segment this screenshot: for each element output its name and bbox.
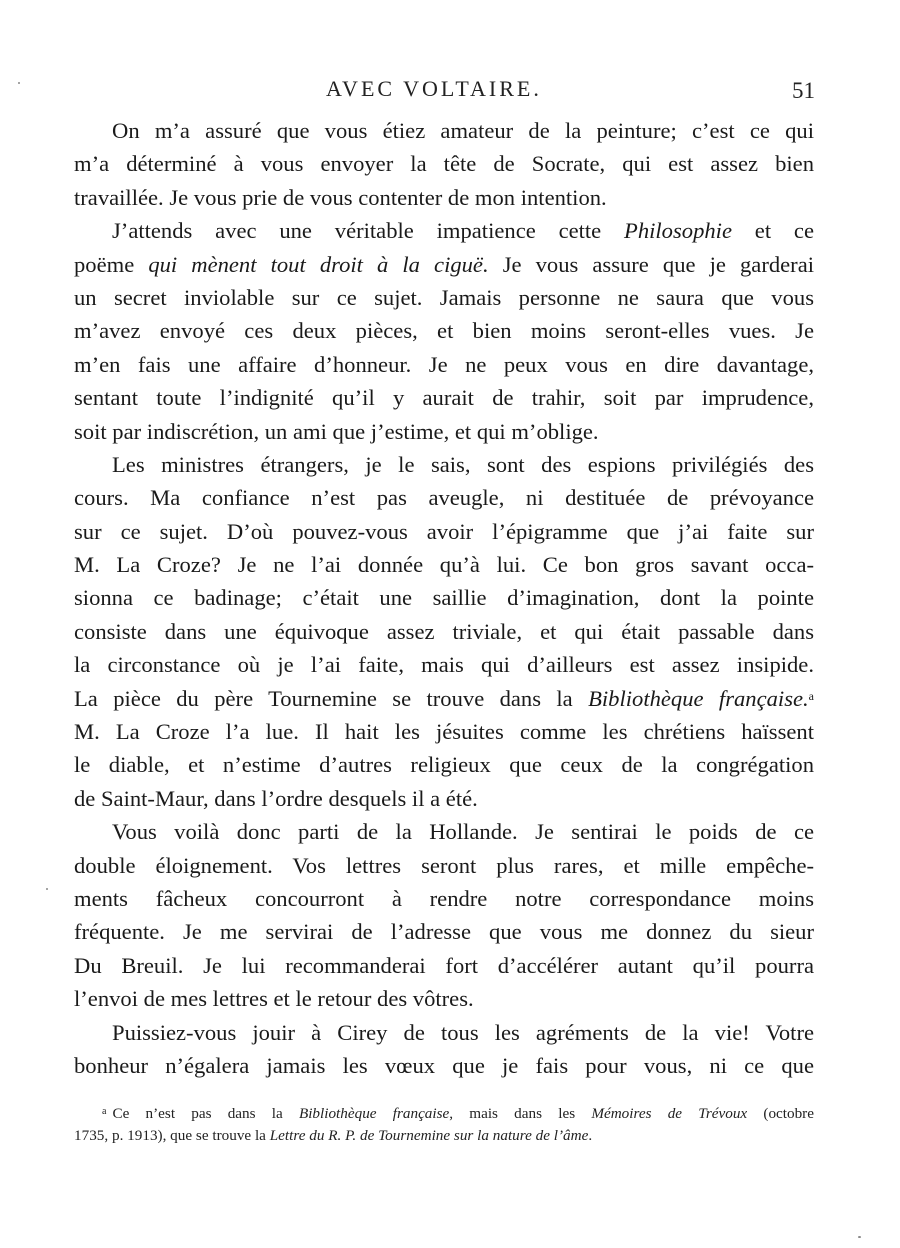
paper-speck: [18, 82, 20, 84]
paper-speck: [46, 888, 48, 890]
text-line: double éloignement. Vos lettres seront plus rares, et mille empêche-: [74, 852, 814, 878]
text-run: .: [588, 1127, 593, 1144]
text-run: Je vous assure que je garderai: [488, 251, 814, 277]
text-line: sur ce sujet. D’où pouvez-vous avoir l’épigramme que j’ai faite sur: [74, 518, 814, 544]
italic-title: Bibliothèque française: [298, 1105, 450, 1122]
text-line: l’envoi de mes lettres et le retour des vôtres.: [74, 986, 474, 1012]
footnote-line: [74, 1124, 814, 1148]
text-line: Puissiez-vous jouir à Cirey de tous les agréments de la vie! Votre: [112, 1019, 814, 1045]
italic-quote: qui mènent tout droit à la ciguë.: [148, 251, 489, 277]
running-head: [0, 76, 900, 106]
running-title: AVEC VOLTAIRE.: [326, 76, 542, 101]
text-line: de Saint-Maur, dans l’ordre desquels il a été.: [74, 785, 478, 811]
italic-title: Mémoires de Trévoux: [591, 1105, 748, 1122]
text-line: m’en fais une affaire d’honneur. Je ne peux vous en dire davantage,: [74, 351, 814, 377]
text-line: M. La Croze l’a lue. Il hait les jésuites comme les chrétiens haïssent: [74, 719, 814, 745]
text-run: La pièce du père Tournemine se trouve dans la: [74, 685, 589, 711]
text-line: consiste dans une équivoque assez triviale, et qui était passable dans: [74, 618, 814, 644]
footnote-line: [74, 1100, 814, 1124]
text-line: sentant toute l’indignité qu’il y aurait de trahir, soit par imprudence,: [74, 385, 814, 411]
text-line: Du Breuil. Je lui recommanderai fort d’accélérer autant qu’il pourra: [74, 952, 814, 978]
text-line: Vous voilà donc parti de la Hollande. Je sentirai le poids de ce: [112, 819, 814, 845]
text-line: On m’a assuré que vous étiez amateur de la peinture; c’est ce qui: [112, 118, 814, 143]
italic-title: Philosophie: [624, 218, 732, 244]
text-line: bonheur n’égalera jamais les vœux que je fais pour vous, ni ce que: [74, 1052, 814, 1078]
text-line: le diable, et n’estime d’autres religieux que ceux de la congrégation: [74, 752, 814, 778]
text-line: sionna ce badinage; c’était une saillie d’imagination, dont la pointe: [74, 585, 814, 611]
paper-speck: [858, 1236, 861, 1238]
footnote-reference: a: [808, 688, 814, 703]
footnote-marker: a: [102, 1106, 107, 1117]
text-line: un secret inviolable sur ce sujet. Jamais personne ne saura que vous: [74, 284, 814, 310]
text-run: et ce: [731, 218, 814, 244]
text-line: [74, 248, 814, 281]
text-line: [74, 682, 814, 715]
italic-title: Bibliothèque française.: [588, 685, 809, 711]
text-line: travaillée. Je vous prie de vous contenter de mon intention.: [74, 184, 607, 210]
page-number: 51: [792, 78, 815, 103]
text-line: soit par indiscrétion, un ami que j’estime, et qui m’oblige.: [74, 418, 599, 444]
text-run: Ce n’est pas dans la: [112, 1105, 299, 1122]
text-line: m’avez envoyé ces deux pièces, et bien moins seront-elles vues. Je: [74, 318, 814, 344]
text-line: M. La Croze? Je ne l’ai donnée qu’à lui. Ce bon gros savant occa-: [74, 552, 814, 578]
text-line: la circonstance où je l’ai faite, mais qui d’ailleurs est assez insipide.: [74, 652, 814, 678]
text-line: [74, 214, 814, 247]
text-run: J’attends avec une véritable impatience cette: [112, 218, 625, 244]
text-run: 1735, p. 1913), que se trouve la: [74, 1127, 270, 1144]
footnote: [74, 1100, 814, 1148]
text-line: ments fâcheux concourront à rendre notre correspondance moins: [74, 885, 814, 911]
text-line: cours. Ma confiance n’est pas aveugle, ni destituée de prévoyance: [74, 485, 814, 511]
text-run: (octobre: [747, 1105, 814, 1122]
text-run: poëme: [74, 251, 149, 277]
text-line: Les ministres étrangers, je le sais, sont des espions privilégiés des: [112, 451, 814, 477]
body-text: [74, 114, 814, 1082]
text-run: , mais dans les: [449, 1105, 592, 1122]
text-line: fréquente. Je me servirai de l’adresse que vous me donnez du sieur: [74, 919, 814, 945]
text-line: m’a déterminé à vous envoyer la tête de Socrate, qui est assez bien: [74, 151, 814, 177]
italic-title: Lettre du R. P. de Tournemine sur la nature de l’âme: [269, 1127, 589, 1144]
